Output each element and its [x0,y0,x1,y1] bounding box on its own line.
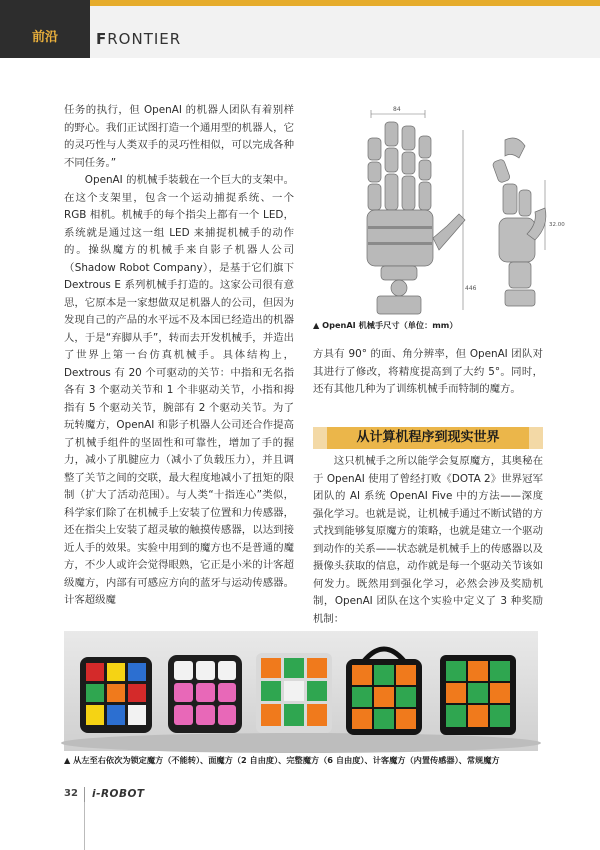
paragraph: 方具有 90° 的面、角分辨率，但 OpenAI 团队对其进行了修改，将精度提高到了大约 5°。同时，还有其他几种为了训练机械手而特制的魔方。 [313,348,543,395]
cube-photo [64,631,538,751]
section-heading: 从计算机程序到现实世界 [356,430,500,445]
magazine-brand: i-ROBOT [92,788,145,800]
hand-side-view [492,138,546,306]
dimension-top: 84 [393,106,401,113]
robot-hand-dimension-drawing [313,100,563,318]
footer-divider [84,787,85,803]
left-text-column [64,102,294,610]
hand-figure-caption: ▲ OpenAI 机械手尺寸（单位：mm） [313,320,458,330]
dimension-side: 446 [465,285,477,292]
footer-rule [84,802,85,850]
regular-cube [440,655,516,735]
locked-cube [80,657,152,733]
face-cube [168,655,242,733]
dimension-right: 32.00 [549,222,565,228]
giiker-cube [346,649,422,735]
right-text-top [313,346,543,399]
header-section-label: 前沿 [31,30,58,45]
header-title: FRONTIER [96,30,182,48]
paragraph: 这只机械手之所以能学会复原魔方，其奥秘在于 OpenAI 使用了曾经打败《DOTA 2》世界冠军团队的 AI 系统 OpenAI Five 中的方法——深度强化学习。也就是说，让机械手通过不断试错的方式找到能够复原魔方的策略，也就是建立一个驱动到动作的关系——状态就是机械手上的传感器以及摄像头获取的信息，动作就是每一个驱动关节该如何发力。既然用到强化学习，必然会涉及奖励机制，OpenAI 团队在这个实验中定义了 3 种奖励机制： [313,455,543,625]
hand-front-view [367,122,465,314]
paragraph: 任务的执行，但 OpenAI 的机器人团队有着别样的野心。我们正试图打造一个通用型的机器人，它的灵巧性与人类双手的灵巧性相似，可以完成各种不同任务。” [64,104,294,169]
cube-photo-caption: ▲ 从左至右依次为锁定魔方（不能转）、面魔方（2 自由度）、完整魔方（6 自由度）、计客魔方（内置传感器）、常规魔方 [64,755,500,765]
right-text-bottom [313,453,543,628]
full-cube [256,653,332,733]
page-number: 32 [64,788,78,799]
paragraph: OpenAI 的机械手装载在一个巨大的支架中。在这个支架里，包含一个运动捕捉系统、一个 RGB 相机。机械手的每个指尖上都有一个 LED，系统就是通过这一组 LED 来捕捉机械手的动作的。操纵魔方的机械手来自影子机器人公司（Shadow Robot Company），是基于它们旗下 Dextrous E 系列机械手打造的。这家公司很有意思，它原本是一家想做双足机器人的公司，但因为发现自己的产品的水平远不及本国已经造出的机器人，于是“弃脚从手”，转而去开发机械手，并造出了世界上第一台仿真机械手。具体结构上，Dextrous 有 20 个可驱动的关节：中指和无名指各有 3 个驱动关节和 1 个非驱动关节，小指和拇指有 5 个驱动关节，腕部有 2 个驱动关节。为了玩转魔方，OpenAI 和影子机器人公司还合作提高了机械手组件的坚固性和可靠性，增加了手的握力，减小了肌腱应力（减小了负载压力），并且调整了关节之间的交联，最大程度地减小了扭矩的限制（扩大了活动范围）。与人类“十指连心”类似，科学家们除了在机械手上安装了位置和力传感器，还在指尖上安装了超灵敏的触摸传感器，以达到接近人手的效果。实验中用到的魔方也不是普通的魔方，不少人或许会觉得眼熟，它正是小米的计客超级魔方，内部有可感应方向的蓝牙与运动传感器。计客超级魔 [64,174,294,606]
